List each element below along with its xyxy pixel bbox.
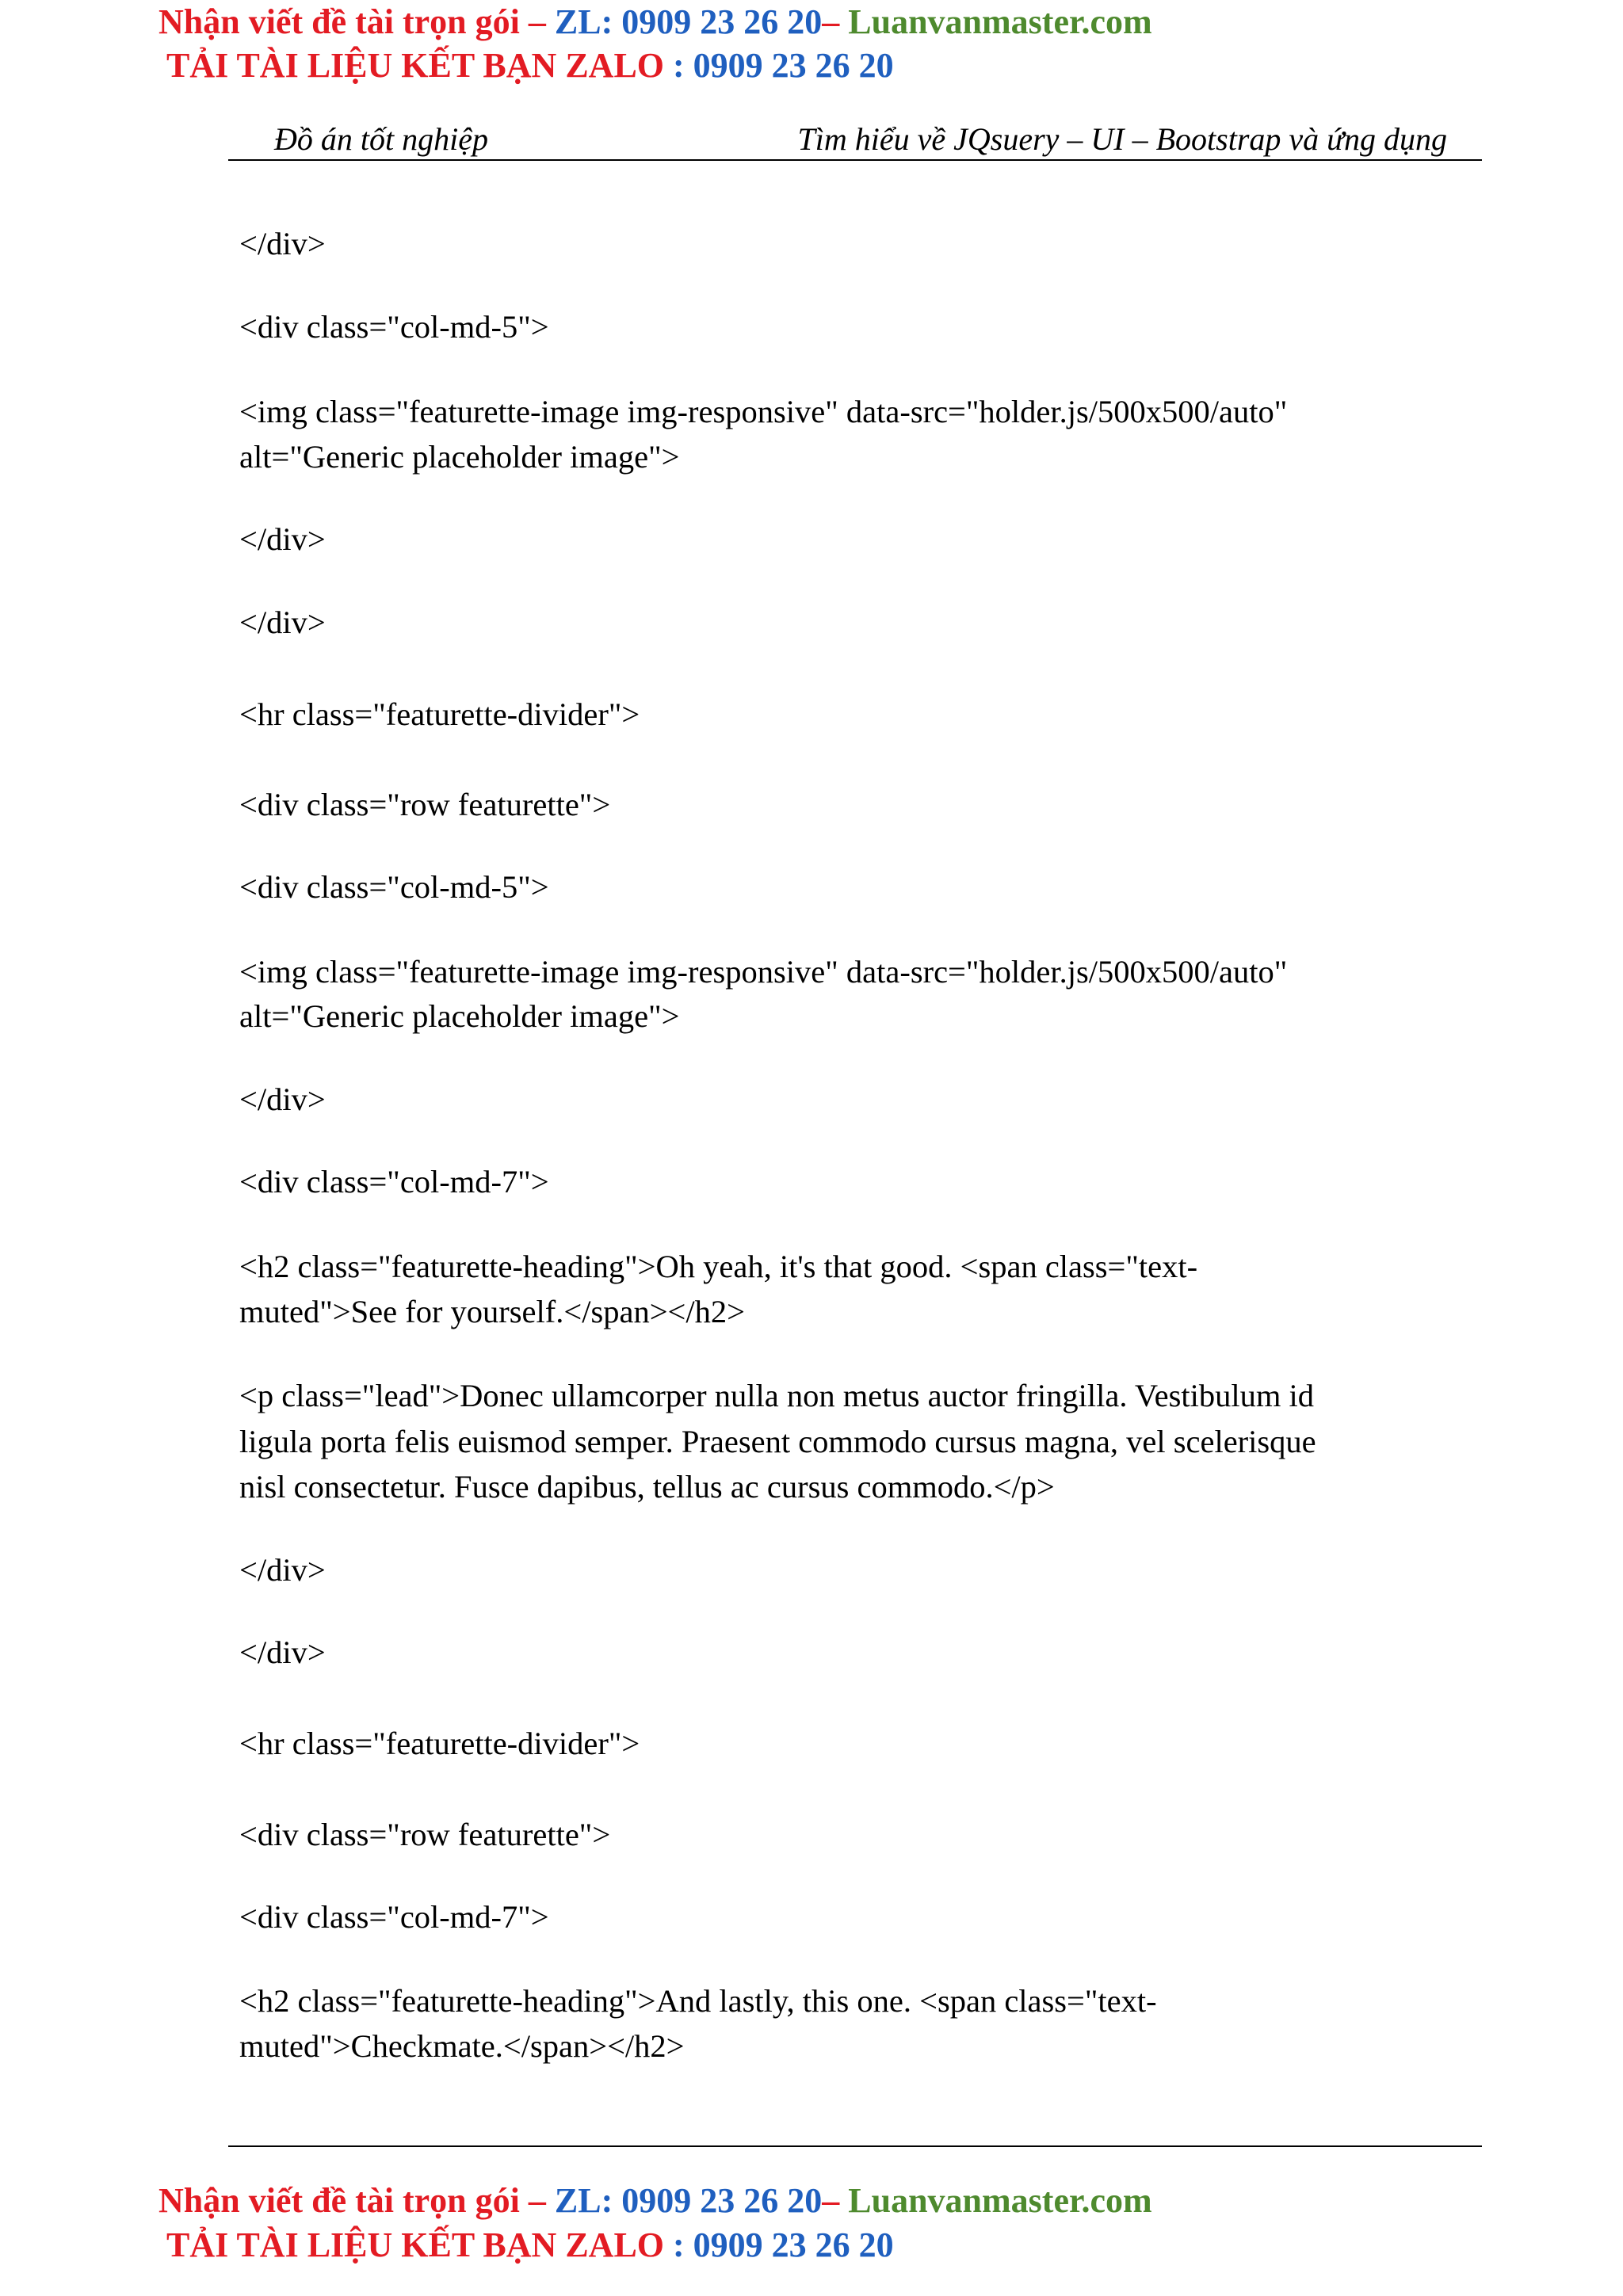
promo-phone: ZL: 0909 23 26 20: [554, 2, 823, 41]
header-rule: [228, 159, 1482, 161]
promo-zalo-phone: : 0909 23 26 20: [673, 2225, 894, 2264]
code-line: <hr class="featurette-divider">: [239, 696, 640, 732]
promo-text: Nhận viết đề tài trọn gói: [158, 2, 529, 41]
code-line: <div class="col-md-7">: [239, 1899, 549, 1935]
promo-dash: –: [822, 2181, 849, 2220]
code-line: </div>: [239, 1634, 326, 1670]
code-line: <hr class="featurette-divider">: [239, 1726, 640, 1761]
promo-dash: –: [528, 2181, 555, 2220]
code-line: </div>: [239, 1081, 326, 1117]
code-line: <div class="col-md-7">: [239, 1164, 549, 1199]
code-line: <img class="featurette-image img-responsive" data-src="holder.js/500x500/auto": [239, 394, 1288, 429]
promo-zalo-phone: : 0909 23 26 20: [673, 46, 894, 85]
promo-phone: ZL: 0909 23 26 20: [554, 2181, 823, 2220]
promo-dash: –: [528, 2, 555, 41]
footer-rule: [228, 2145, 1482, 2147]
code-line: <div class="row featurette">: [239, 1817, 611, 1852]
promo-dash: –: [822, 2, 849, 41]
code-line: muted">Checkmate.</span></h2>: [239, 2028, 685, 2064]
code-line: ligula porta felis euismod semper. Praesent commodo cursus magna, vel scelerisque: [239, 1424, 1316, 1459]
code-line: alt="Generic placeholder image">: [239, 439, 680, 475]
code-line: <h2 class="featurette-heading">And lastly, this one. <span class="text-: [239, 1983, 1157, 2019]
running-header-left: Đồ án tốt nghiệp: [274, 121, 488, 157]
promo-text: Nhận viết đề tài trọn gói: [158, 2181, 529, 2220]
code-line: <div class="col-md-5">: [239, 869, 549, 905]
code-line: alt="Generic placeholder image">: [239, 998, 680, 1034]
top-promo-line-2: [166, 45, 894, 86]
code-line: <div class="row featurette">: [239, 787, 611, 822]
promo-zalo-text: TẢI TÀI LIỆU KẾT BẠN ZALO: [166, 46, 674, 85]
code-line: <h2 class="featurette-heading">Oh yeah, it's that good. <span class="text-: [239, 1249, 1198, 1284]
promo-website-link[interactable]: Luanvanmaster.com: [848, 2181, 1152, 2220]
bottom-promo-line-1: [158, 2180, 1152, 2222]
code-line: muted">See for yourself.</span></h2>: [239, 1294, 745, 1329]
bottom-promo-line-2: [166, 2225, 894, 2266]
code-line: </div>: [239, 226, 326, 261]
code-line: </div>: [239, 605, 326, 640]
promo-zalo-text: TẢI TÀI LIỆU KẾT BẠN ZALO: [166, 2225, 674, 2264]
code-line: <p class="lead">Donec ullamcorper nulla non metus auctor fringilla. Vestibulum id: [239, 1378, 1315, 1413]
code-line: nisl consectetur. Fusce dapibus, tellus ac cursus commodo.</p>: [239, 1469, 1055, 1505]
code-line: </div>: [239, 1552, 326, 1588]
top-promo-line-1: [158, 2, 1152, 43]
code-line: <div class="col-md-5">: [239, 309, 549, 345]
code-line: </div>: [239, 521, 326, 557]
promo-website-link[interactable]: Luanvanmaster.com: [848, 2, 1152, 41]
code-line: <img class="featurette-image img-responsive" data-src="holder.js/500x500/auto": [239, 954, 1288, 990]
running-header-right: Tìm hiểu về JQsuery – UI – Bootstrap và ứng dụng: [797, 121, 1447, 157]
